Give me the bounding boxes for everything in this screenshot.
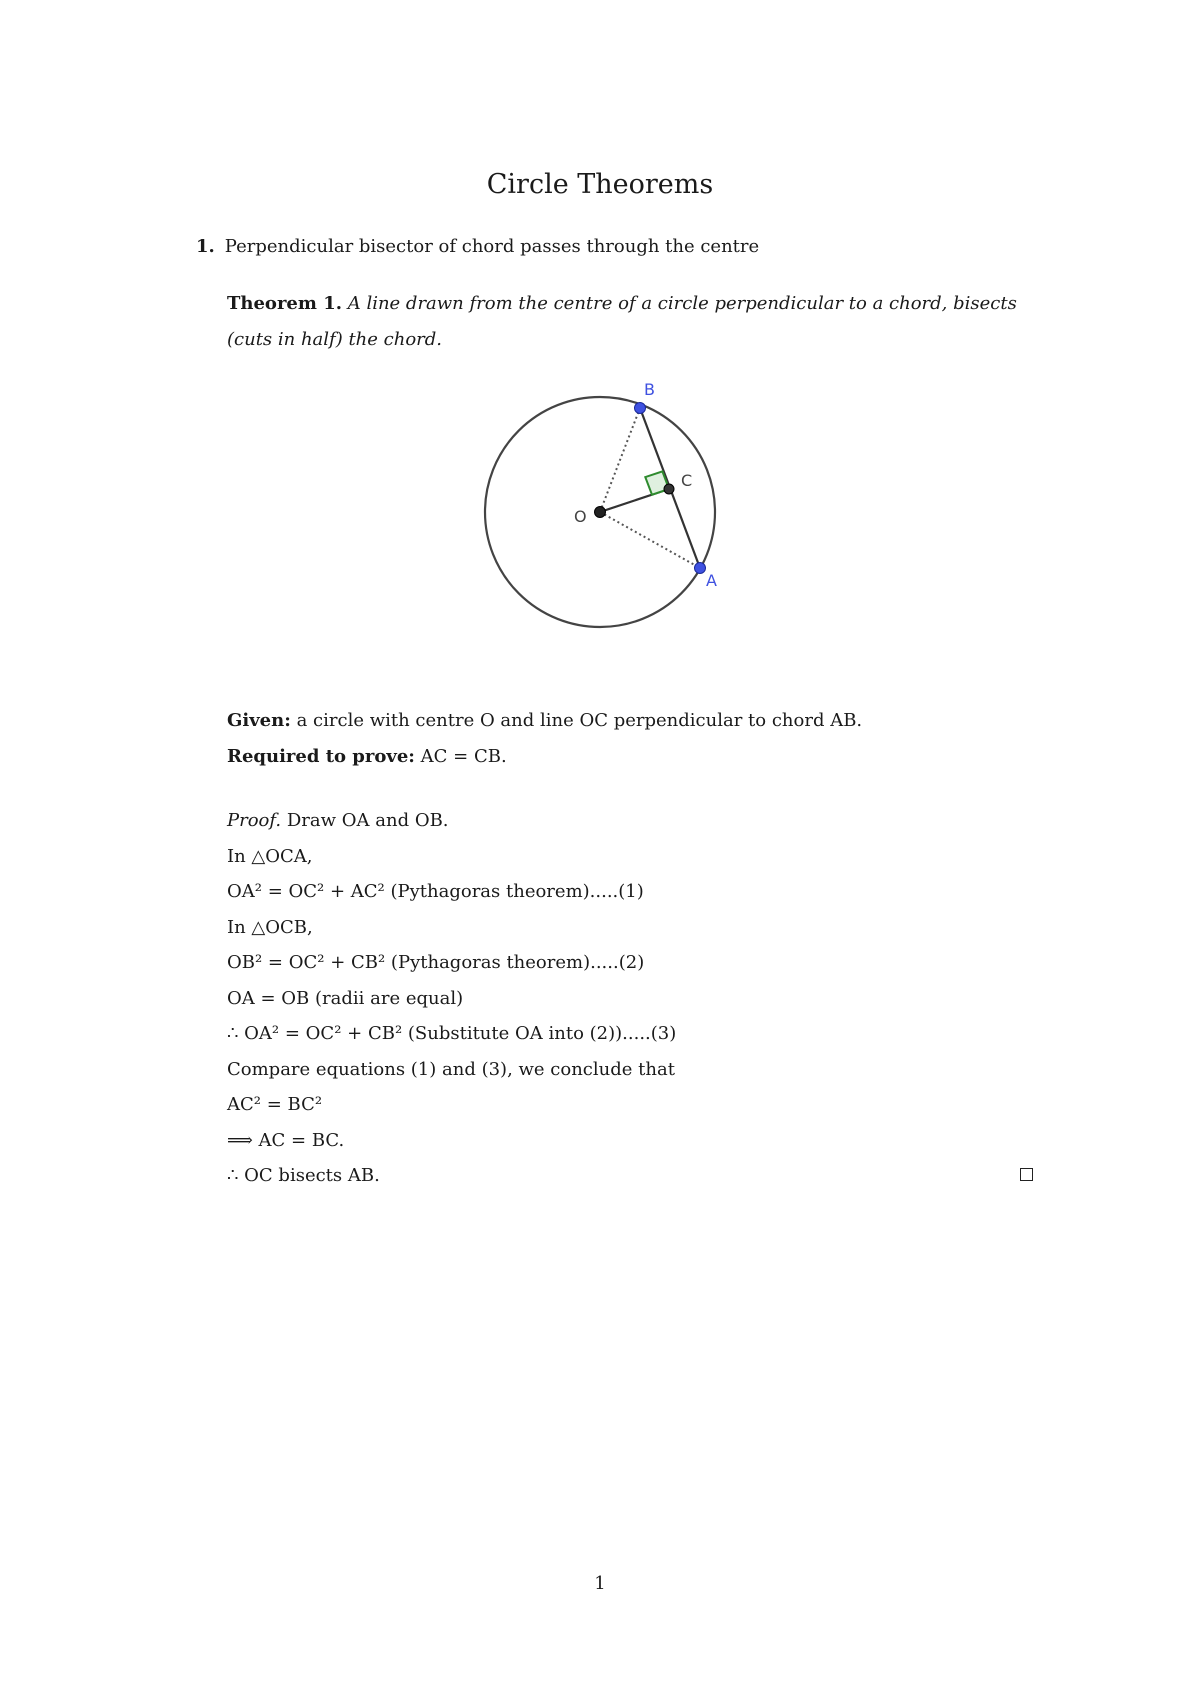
- given-text: a circle with centre O and line OC perpendicular to chord AB.: [296, 710, 863, 731]
- theorem-statement: A line drawn from the centre of a circle perpendicular to a chord, bisects (cuts in half) the chord.: [227, 293, 1017, 350]
- proof-text: Draw OA and OB.: [286, 810, 449, 831]
- proof-line: OB² = OC² + CB² (Pythagoras theorem).....(2): [227, 952, 645, 973]
- proof-line: In △OCA,: [227, 845, 313, 867]
- radius-oa: [600, 512, 700, 568]
- page-title: Circle Theorems: [486, 169, 714, 200]
- label-b: B: [644, 380, 655, 399]
- required-line: [227, 739, 862, 775]
- theorem-label: Theorem 1.: [227, 293, 342, 314]
- section-heading: [196, 234, 759, 260]
- label-a: A: [706, 571, 717, 590]
- given-block: [227, 703, 862, 775]
- given-line: [227, 703, 862, 739]
- given-label: Given:: [227, 710, 291, 731]
- proof-line: ∴ OC bisects AB.: [227, 1165, 380, 1186]
- proof-line: OA = OB (radii are equal): [227, 987, 464, 1009]
- qed-square-icon: [1020, 1168, 1033, 1181]
- label-o: O: [574, 507, 587, 526]
- proof-line: ⟹ AC = BC.: [227, 1129, 345, 1151]
- proof-line: In △OCB,: [227, 916, 313, 938]
- proof-line: ∴ OA² = OC² + CB² (Substitute OA into (2)).....(3): [227, 1023, 677, 1044]
- point-o: [595, 507, 606, 518]
- point-c: [664, 484, 674, 494]
- required-text: AC = CB.: [420, 746, 507, 767]
- radius-ob: [600, 408, 640, 512]
- proof-line: AC² = BC²: [227, 1094, 323, 1115]
- proof-line: OA² = OC² + AC² (Pythagoras theorem).....(1): [227, 881, 644, 902]
- point-a: [695, 563, 706, 574]
- label-c: C: [681, 471, 693, 490]
- section-number: 1.: [196, 236, 215, 257]
- circle-figure: [440, 372, 760, 652]
- section-heading-text: Perpendicular bisector of chord passes through the centre: [224, 236, 760, 257]
- theorem-block: [227, 286, 1037, 358]
- proof-line: Compare equations (1) and (3), we conclude that: [227, 1058, 675, 1080]
- page-number: 1: [594, 1573, 606, 1594]
- proof-block: [227, 803, 1037, 1194]
- required-label: Required to prove:: [227, 746, 415, 767]
- point-b: [635, 403, 646, 414]
- proof-label: Proof.: [227, 810, 282, 831]
- proof-line: [227, 803, 1037, 839]
